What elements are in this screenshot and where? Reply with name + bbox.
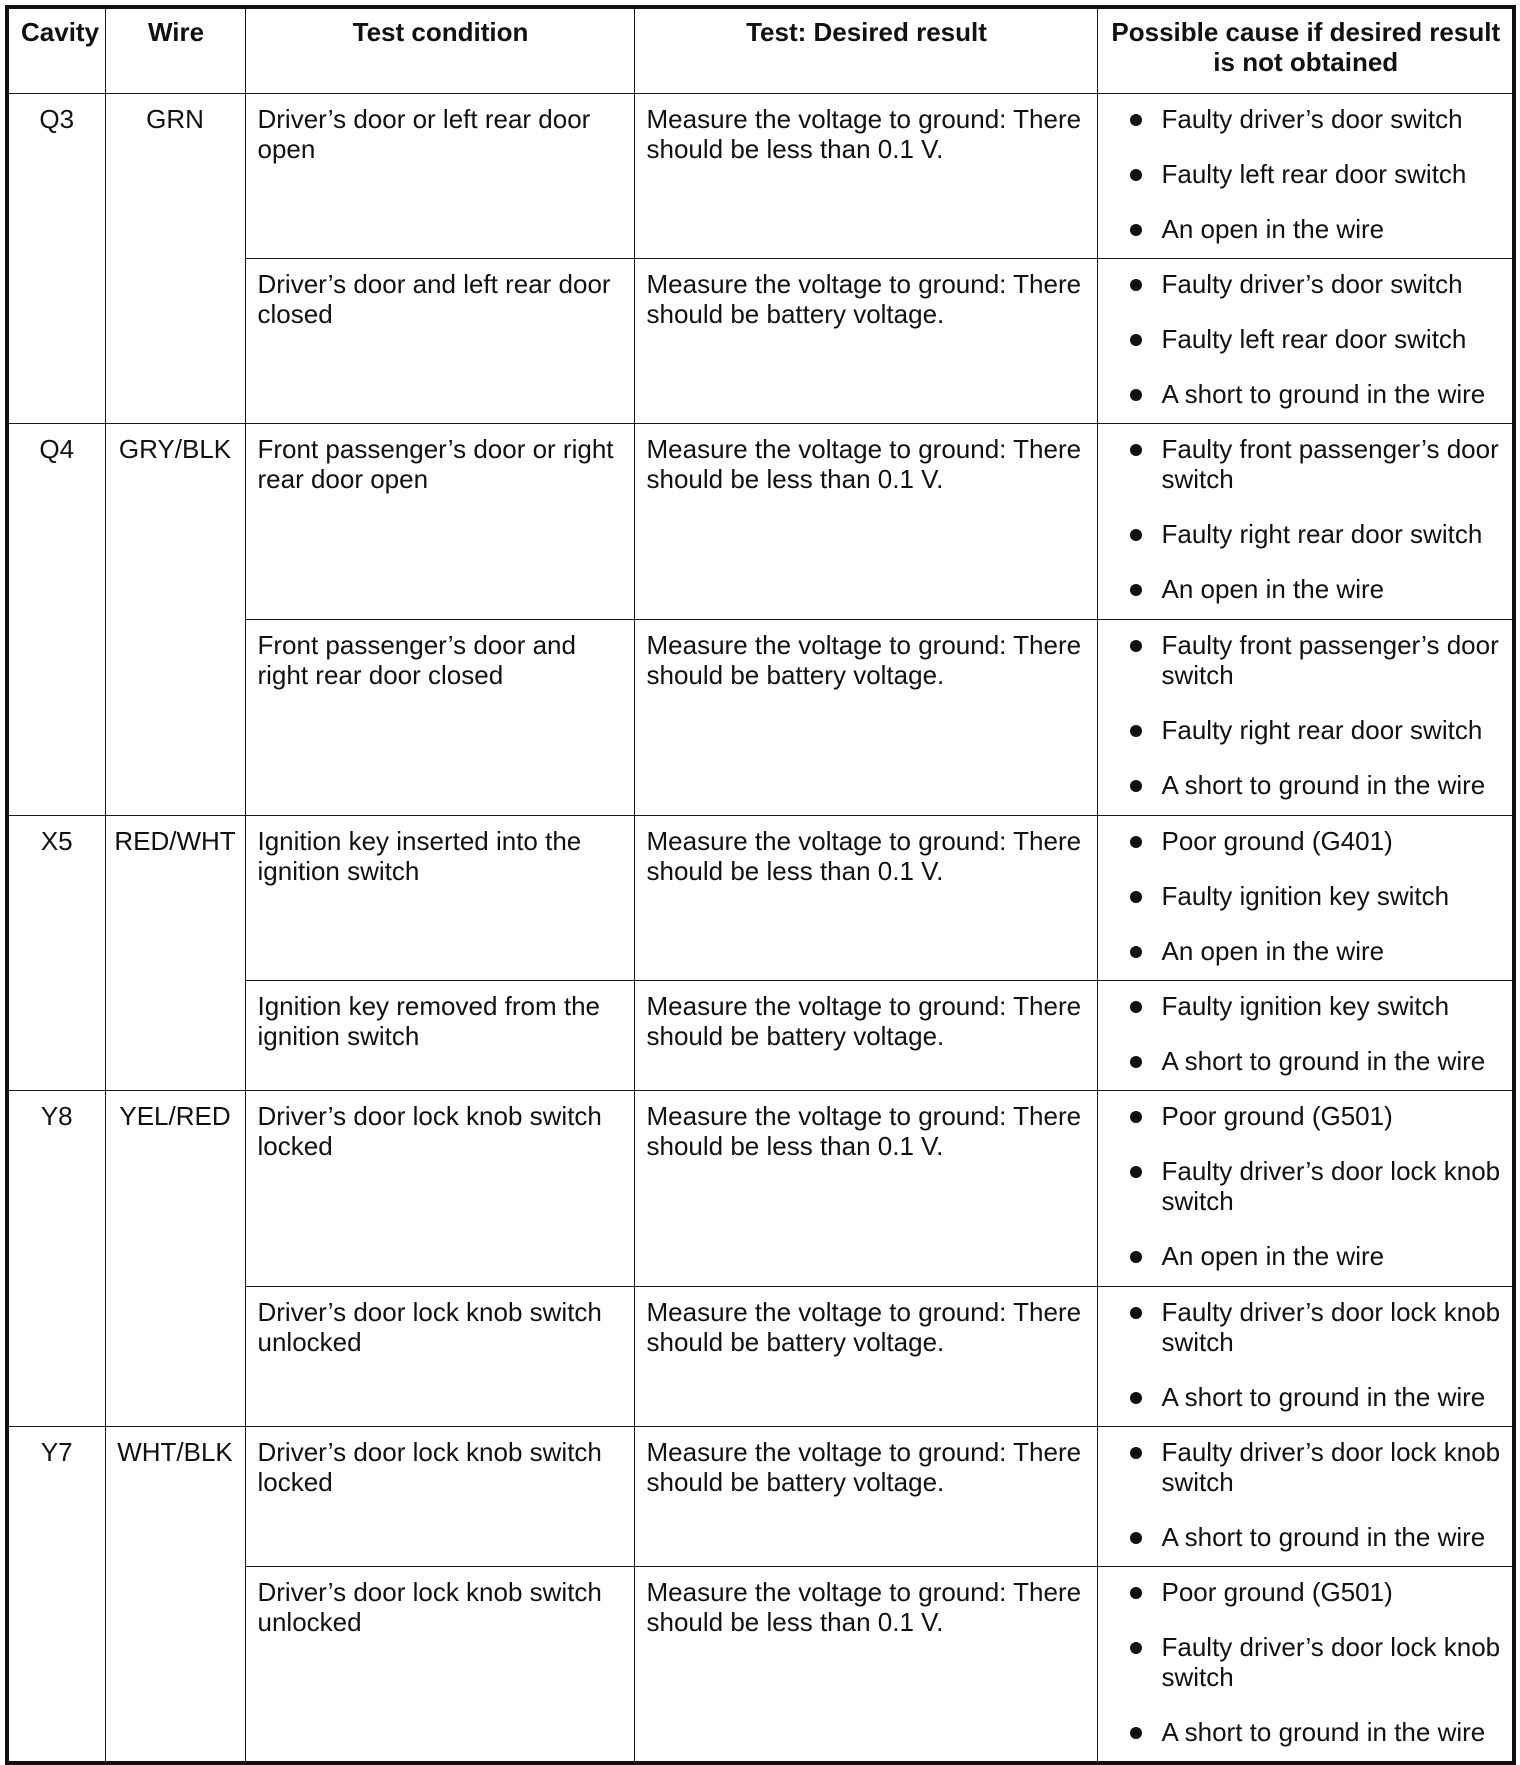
test-condition-cell: Ignition key inserted into the ignition switch: [245, 816, 634, 981]
possible-cause-cell: [1097, 1427, 1514, 1567]
cause-list: [1110, 991, 1503, 1076]
possible-cause-cell: [1097, 94, 1514, 259]
possible-cause-cell: [1097, 259, 1514, 424]
cause-text: Faulty driver’s door lock knob switch: [1161, 1297, 1501, 1357]
desired-result-cell: Measure the voltage to ground: There should be battery voltage.: [634, 620, 1097, 816]
bullet-icon: [1130, 334, 1142, 346]
desired-result-cell: Measure the voltage to ground: There should be less than 0.1 V.: [634, 816, 1097, 981]
table-row: [7, 816, 1514, 981]
header-desired-result: Test: Desired result: [634, 7, 1097, 94]
cause-text: An open in the wire: [1161, 214, 1385, 244]
cavity-cell: Y8: [7, 1091, 105, 1427]
possible-cause-cell: [1097, 1287, 1514, 1427]
cause-text: Faulty front passenger’s door switch: [1161, 630, 1499, 690]
bullet-icon: [1130, 836, 1142, 848]
cause-item: [1110, 881, 1503, 911]
bullet-icon: [1130, 780, 1142, 792]
test-condition-cell: Driver’s door lock knob switch locked: [245, 1427, 634, 1567]
desired-result-cell: Measure the voltage to ground: There should be battery voltage.: [634, 1287, 1097, 1427]
test-table-container: [5, 5, 1512, 1747]
cause-list: [1110, 826, 1503, 966]
connector-test-table: [5, 5, 1516, 1765]
cause-text: Poor ground (G401): [1161, 826, 1393, 856]
cause-item: [1110, 1241, 1503, 1271]
cause-text: Faulty right rear door switch: [1161, 519, 1483, 549]
cause-text: Faulty ignition key switch: [1161, 881, 1450, 911]
header-possible-cause: [1097, 7, 1514, 94]
bullet-icon: [1130, 529, 1142, 541]
header-possible-cause-line2: is not obtained: [1213, 47, 1399, 77]
wire-cell: GRY/BLK: [105, 424, 245, 816]
cause-text: Poor ground (G501): [1161, 1101, 1393, 1131]
possible-cause-cell: [1097, 620, 1514, 816]
header-wire: Wire: [105, 7, 245, 94]
header-cavity: Cavity: [7, 7, 105, 94]
bullet-icon: [1130, 169, 1142, 181]
bullet-icon: [1130, 1642, 1142, 1654]
cause-item: [1110, 379, 1503, 409]
bullet-icon: [1130, 1166, 1142, 1178]
desired-result-cell: Measure the voltage to ground: There should be less than 0.1 V.: [634, 424, 1097, 620]
cause-list: [1110, 269, 1503, 409]
bullet-icon: [1130, 1001, 1142, 1013]
wire-cell: WHT/BLK: [105, 1427, 245, 1763]
cause-item: [1110, 1717, 1503, 1747]
test-condition-cell: Ignition key removed from the ignition switch: [245, 981, 634, 1091]
cause-item: [1110, 574, 1503, 604]
cause-text: An open in the wire: [1161, 1241, 1385, 1271]
desired-result-cell: Measure the voltage to ground: There should be battery voltage.: [634, 981, 1097, 1091]
test-condition-cell: Front passenger’s door or right rear door open: [245, 424, 634, 620]
cause-text: Faulty left rear door switch: [1161, 324, 1467, 354]
table-row: [7, 1091, 1514, 1287]
desired-result-cell: Measure the voltage to ground: There should be less than 0.1 V.: [634, 1567, 1097, 1763]
test-condition-cell: Driver’s door and left rear door closed: [245, 259, 634, 424]
table-body: [7, 94, 1514, 1763]
table-row: [7, 1427, 1514, 1567]
bullet-icon: [1130, 114, 1142, 126]
cause-item: [1110, 1437, 1503, 1497]
desired-result-cell: Measure the voltage to ground: There should be battery voltage.: [634, 1427, 1097, 1567]
possible-cause-cell: [1097, 1091, 1514, 1287]
test-condition-cell: Front passenger’s door and right rear door closed: [245, 620, 634, 816]
table-row: [7, 424, 1514, 620]
cause-list: [1110, 630, 1503, 800]
cause-list: [1110, 1297, 1503, 1412]
cause-item: [1110, 770, 1503, 800]
cause-list: [1110, 1437, 1503, 1552]
desired-result-cell: Measure the voltage to ground: There should be less than 0.1 V.: [634, 1091, 1097, 1287]
cause-item: [1110, 159, 1503, 189]
bullet-icon: [1130, 1587, 1142, 1599]
bullet-icon: [1130, 946, 1142, 958]
cause-item: [1110, 991, 1503, 1021]
wire-cell: YEL/RED: [105, 1091, 245, 1427]
bullet-icon: [1130, 891, 1142, 903]
bullet-icon: [1130, 640, 1142, 652]
cause-item: [1110, 715, 1503, 745]
cause-text: Faulty driver’s door lock knob switch: [1161, 1632, 1501, 1692]
cause-text: Faulty front passenger’s door switch: [1161, 434, 1499, 494]
cause-text: Faulty left rear door switch: [1161, 159, 1467, 189]
cause-text: A short to ground in the wire: [1161, 770, 1486, 800]
bullet-icon: [1130, 224, 1142, 236]
cause-item: [1110, 1382, 1503, 1412]
table-row: [7, 94, 1514, 259]
possible-cause-cell: [1097, 1567, 1514, 1763]
cause-item: [1110, 214, 1503, 244]
cause-text: An open in the wire: [1161, 574, 1385, 604]
bullet-icon: [1130, 1447, 1142, 1459]
cause-text: A short to ground in the wire: [1161, 1522, 1486, 1552]
cause-text: Faulty right rear door switch: [1161, 715, 1483, 745]
cavity-cell: Y7: [7, 1427, 105, 1763]
desired-result-cell: Measure the voltage to ground: There should be battery voltage.: [634, 259, 1097, 424]
cause-list: [1110, 104, 1503, 244]
cause-item: [1110, 1577, 1503, 1607]
bullet-icon: [1130, 1056, 1142, 1068]
test-condition-cell: Driver’s door lock knob switch unlocked: [245, 1567, 634, 1763]
cause-item: [1110, 434, 1503, 494]
cause-item: [1110, 104, 1503, 134]
cavity-cell: X5: [7, 816, 105, 1091]
bullet-icon: [1130, 1727, 1142, 1739]
cause-text: A short to ground in the wire: [1161, 1382, 1486, 1412]
cause-text: Poor ground (G501): [1161, 1577, 1393, 1607]
test-condition-cell: Driver’s door lock knob switch locked: [245, 1091, 634, 1287]
cause-item: [1110, 1522, 1503, 1552]
cause-item: [1110, 936, 1503, 966]
header-row: [7, 7, 1514, 94]
bullet-icon: [1130, 584, 1142, 596]
possible-cause-cell: [1097, 816, 1514, 981]
cavity-cell: Q3: [7, 94, 105, 424]
possible-cause-cell: [1097, 981, 1514, 1091]
bullet-icon: [1130, 1392, 1142, 1404]
bullet-icon: [1130, 1307, 1142, 1319]
test-condition-cell: Driver’s door lock knob switch unlocked: [245, 1287, 634, 1427]
test-condition-cell: Driver’s door or left rear door open: [245, 94, 634, 259]
cause-text: A short to ground in the wire: [1161, 379, 1486, 409]
cause-item: [1110, 630, 1503, 690]
cause-item: [1110, 1632, 1503, 1692]
bullet-icon: [1130, 1111, 1142, 1123]
cause-item: [1110, 1156, 1503, 1216]
cause-item: [1110, 1101, 1503, 1131]
bullet-icon: [1130, 1251, 1142, 1263]
cause-list: [1110, 434, 1503, 604]
cause-list: [1110, 1577, 1503, 1747]
cavity-cell: Q4: [7, 424, 105, 816]
bullet-icon: [1130, 444, 1142, 456]
cause-text: Faulty driver’s door switch: [1161, 269, 1463, 299]
cause-text: An open in the wire: [1161, 936, 1385, 966]
cause-item: [1110, 1046, 1503, 1076]
cause-text: Faulty ignition key switch: [1161, 991, 1450, 1021]
cause-list: [1110, 1101, 1503, 1271]
cause-text: A short to ground in the wire: [1161, 1046, 1486, 1076]
cause-item: [1110, 826, 1503, 856]
header-possible-cause-line1: Possible cause if desired result: [1111, 17, 1501, 47]
cause-text: Faulty driver’s door lock knob switch: [1161, 1437, 1501, 1497]
cause-text: Faulty driver’s door lock knob switch: [1161, 1156, 1501, 1216]
bullet-icon: [1130, 725, 1142, 737]
cause-item: [1110, 519, 1503, 549]
bullet-icon: [1130, 1532, 1142, 1544]
wire-cell: RED/WHT: [105, 816, 245, 1091]
cause-item: [1110, 1297, 1503, 1357]
cause-item: [1110, 269, 1503, 299]
bullet-icon: [1130, 389, 1142, 401]
desired-result-cell: Measure the voltage to ground: There should be less than 0.1 V.: [634, 94, 1097, 259]
cause-text: A short to ground in the wire: [1161, 1717, 1486, 1747]
bullet-icon: [1130, 279, 1142, 291]
wire-cell: GRN: [105, 94, 245, 424]
possible-cause-cell: [1097, 424, 1514, 620]
cause-item: [1110, 324, 1503, 354]
cause-text: Faulty driver’s door switch: [1161, 104, 1463, 134]
header-test-condition: Test condition: [245, 7, 634, 94]
